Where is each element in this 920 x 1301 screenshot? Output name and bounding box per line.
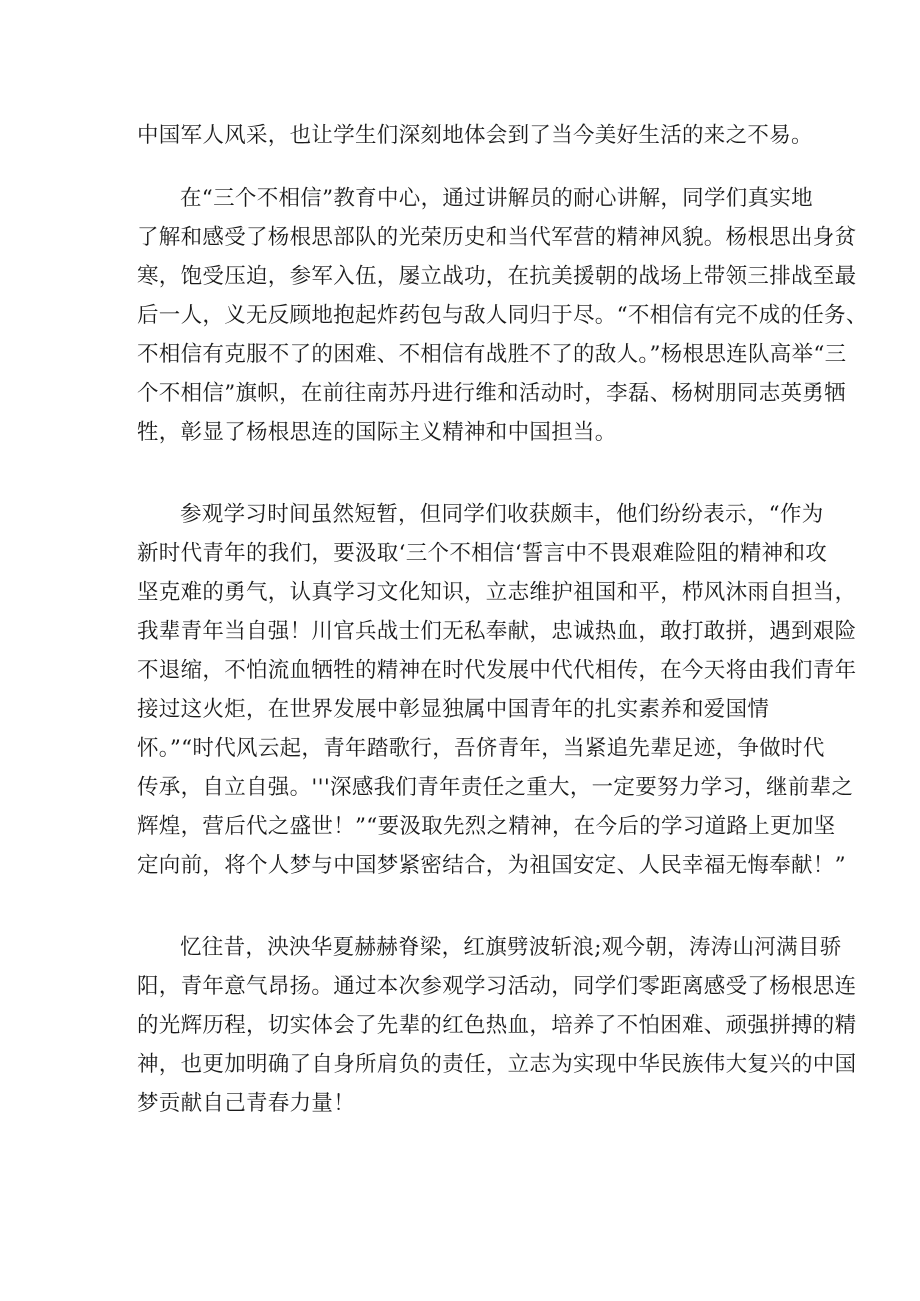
paragraph-3-line-10: 定向前，将个人梦与中国梦紧密结合，为祖国安定、人民幸福无悔奉献！” (137, 853, 846, 878)
paragraph-1-line-1: 中国军人风采，也让学生们深刻地体会到了当今美好生活的来之不易。 (137, 123, 813, 148)
paragraph-4-line-3: 的光辉历程，切实体会了先辈的红色热血，培养了不怕困难、顽强拼搏的精 (137, 1013, 857, 1038)
paragraph-2-line-4: 后一人，义无反顾地抱起炸药包与敌人同归于尽。“不相信有完不成的任务、 (137, 303, 868, 328)
paragraph-3-line-2: 新时代青年的我们，要汲取‘三个不相信‘誓言中不畏艰难险阻的精神和攻 (137, 541, 828, 566)
paragraph-2-line-5: 不相信有克服不了的困难、不相信有战胜不了的敌人。”杨根思连队高举“三 (137, 342, 847, 367)
paragraph-4-line-5: 梦贡献自己青春力量！ (137, 1091, 356, 1116)
paragraph-3-line-3: 坚克难的勇气，认真学习文化知识，立志维护祖国和平，栉风沐雨自担当， (137, 580, 857, 605)
paragraph-3-line-1: 参观学习时间虽然短暂，但同学们收获颇丰，他们纷纷表示，“作为 (180, 502, 824, 527)
paragraph-2-line-3: 寒，饱受压迫，参军入伍，屡立战功，在抗美援朝的战场上带领三排战至最 (137, 264, 857, 289)
paragraph-4-line-1: 忆往昔，泱泱华夏赫赫脊梁，红旗劈波斩浪;观今朝，涛涛山河满目骄 (180, 935, 842, 960)
paragraph-3-line-6: 接过这火炬，在世界发展中彰显独属中国青年的扎实素养和爱国情 (137, 697, 770, 722)
paragraph-4-line-2: 阳，青年意气昂扬。通过本次参观学习活动，同学们零距离感受了杨根思连 (137, 974, 857, 999)
paragraph-2-line-2: 了解和感受了杨根思部队的光荣历史和当代军营的精神风貌。杨根思出身贫 (137, 225, 857, 250)
paragraph-3-line-9: 辉煌，营后代之盛世！”“要汲取先烈之精神，在今后的学习道路上更加坚 (137, 814, 836, 839)
paragraph-3-line-4: 我辈青年当自强！川官兵战士们无私奉献，忠诚热血，敢打敢拼，遇到艰险 (137, 619, 857, 644)
paragraph-3-line-5: 不退缩，不怕流血牺牲的精神在时代发展中代代相传，在今天将由我们青年 (137, 658, 857, 683)
paragraph-3-line-7: 怀。”“时代风云起，青年踏歌行，吾侪青年，当紧追先辈足迹，争做时代 (137, 736, 825, 761)
paragraph-2-line-1: 在“三个不相信”教育中心，通过讲解员的耐心讲解，同学们真实地 (180, 186, 813, 211)
paragraph-3-line-8: 传承，自立自强。'''深感我们青年责任之重大，一定要努力学习，继前辈之 (137, 775, 854, 800)
paragraph-2-line-7: 牲，彰显了杨根思连的国际主义精神和中国担当。 (137, 420, 617, 445)
paragraph-2-line-6: 个不相信”旗帜，在前往南苏丹进行维和活动时，李磊、杨树朋同志英勇牺 (137, 381, 846, 406)
paragraph-4-line-4: 神，也更加明确了自身所肩负的责任，立志为实现中华民族伟大复兴的中国 (137, 1052, 857, 1077)
